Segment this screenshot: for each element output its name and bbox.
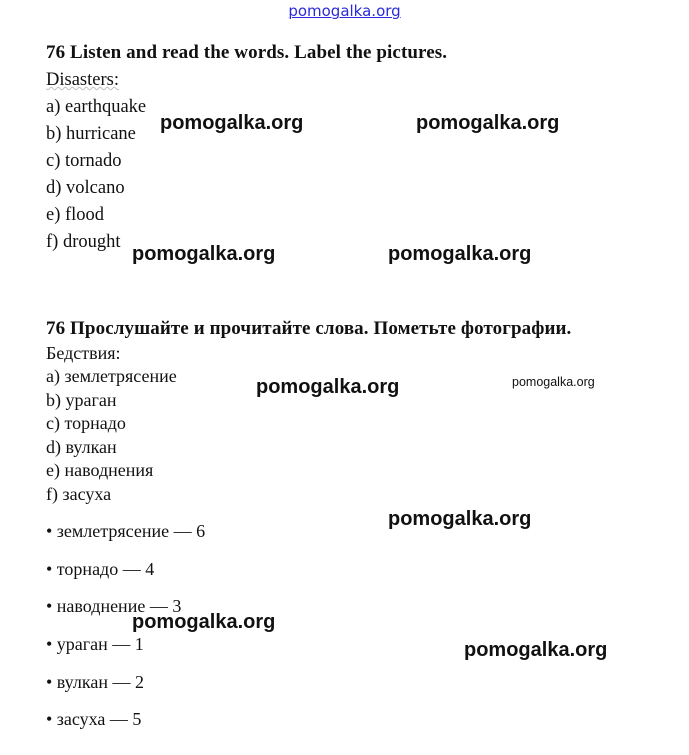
watermark: pomogalka.org [160,112,304,134]
subtitle-ru: Бедствия: [46,343,121,363]
answer-item: • засуха — 5 [46,709,142,729]
word-item-ru: c) торнадо [46,413,126,433]
word-item-ru: d) вулкан [46,437,117,457]
watermark: pomogalka.org [464,639,608,661]
answer-item: • землетрясение — 6 [46,521,206,541]
word-item-en: e) flood [46,205,105,225]
watermark: pomogalka.org [132,243,276,265]
watermark: pomogalka.org [416,112,560,134]
exercise-heading-en: 76 Listen and read the words. Label the pictures. [46,42,448,63]
watermark: pomogalka.org [256,376,400,398]
watermark-small: pomogalka.org [512,375,595,389]
word-item-ru: e) наводнения [46,460,154,480]
answer-item: • вулкан — 2 [46,672,144,692]
word-item-en: d) volcano [46,178,125,198]
word-item-ru: b) ураган [46,390,117,410]
answer-item: • торнадо — 4 [46,559,155,579]
watermark: pomogalka.org [388,508,532,530]
word-item-en: b) hurricane [46,124,136,144]
watermark: pomogalka.org [132,611,276,633]
word-item-ru: a) землетрясение [46,366,177,386]
subtitle-en-text: Disasters: [46,70,119,90]
answer-item: • ураган — 1 [46,634,144,654]
word-item-en: a) earthquake [46,97,147,117]
top-site-link[interactable]: pomogalka.org [288,2,401,20]
subtitle-en [46,70,119,91]
word-item-ru: f) засуха [46,484,112,504]
word-item-en: c) tornado [46,151,122,171]
exercise-heading-ru: 76 Прослушайте и прочитайте слова. Пометьте фотографии. [46,318,572,339]
word-item-en: f) drought [46,232,121,252]
answer-item: • наводнение — 3 [46,596,182,616]
watermark: pomogalka.org [388,243,532,265]
